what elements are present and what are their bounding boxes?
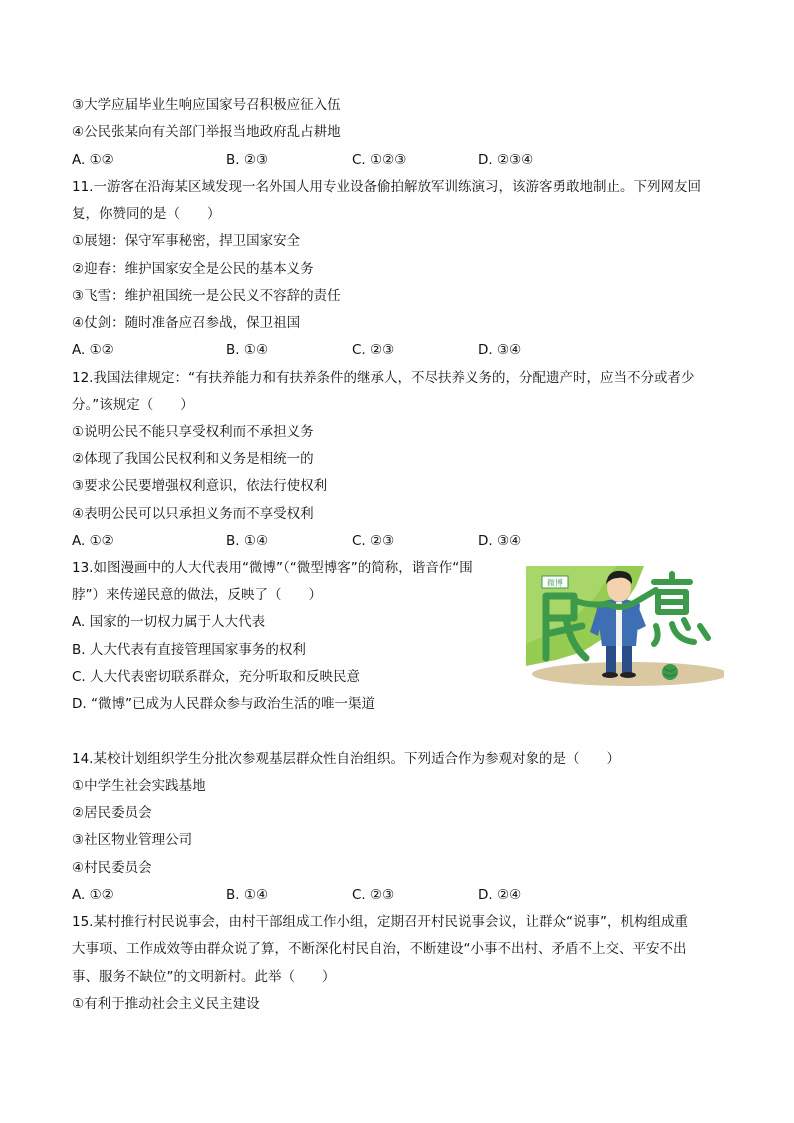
q11-item-2: ②迎春：维护国家安全是公民的基本义务	[72, 261, 314, 277]
q14-option-b[interactable]: B. ①④	[226, 887, 269, 903]
q12-options	[72, 531, 632, 551]
q13-choice-b[interactable]: B. 人大代表有直接管理国家事务的权利	[72, 642, 306, 658]
q15-item-1: ①有利于推动社会主义民主建设	[72, 996, 260, 1012]
q11-stem-line-2: 复，你赞同的是（ ）	[72, 206, 221, 222]
q10-option-a[interactable]: A. ①②	[72, 152, 114, 168]
q14-stem: 14.某校计划组织学生分批次参观基层群众性自治组织。下列适合作为参观对象的是（ ）	[72, 751, 620, 767]
q10-option-d[interactable]: D. ②③④	[478, 152, 534, 168]
q12-stem-line-2: 分。”该规定（ ）	[72, 397, 194, 413]
q15-stem-line-1: 15.某村推行村民说事会，由村干部组成工作小组，定期召开村民说事会议，让群众“说事”，机构组成重	[72, 914, 688, 930]
q11-option-a[interactable]: A. ①②	[72, 342, 114, 358]
q15-stem-line-2: 大事项、工作成效等由群众说了算，不断深化村民自治，不断建设“小事不出村、矛盾不上交、平安不出	[72, 941, 687, 957]
q14-option-c[interactable]: C. ②③	[352, 887, 395, 903]
q11-options	[72, 340, 632, 360]
q12-option-c[interactable]: C. ②③	[352, 533, 395, 549]
q13-choice-a[interactable]: A. 国家的一切权力属于人大代表	[72, 614, 266, 630]
q14-item-1: ①中学生社会实践基地	[72, 778, 206, 794]
q12-stem-line-1: 12.我国法律规定：“有扶养能力和有扶养条件的继承人，不尽扶养义务的，分配遗产时，应当不分或者少	[72, 370, 695, 386]
q11-item-3: ③飞雪：维护祖国统一是公民义不容辞的责任	[72, 288, 341, 304]
q14-options	[72, 885, 632, 905]
q10-options	[72, 150, 632, 170]
q12-option-a[interactable]: A. ①②	[72, 533, 114, 549]
q10-item-3: ③大学应届毕业生响应国家号召积极应征入伍	[72, 97, 341, 113]
q13-choice-c[interactable]: C. 人大代表密切联系群众，充分听取和反映民意	[72, 669, 361, 685]
q12-item-1: ①说明公民不能只享受权利而不承担义务	[72, 424, 314, 440]
q13-stem-line-2: 脖”）来传递民意的做法，反映了（ ）	[72, 587, 322, 603]
q12-item-2: ②体现了我国公民权利和义务是相统一的	[72, 451, 314, 467]
q14-item-4: ④村民委员会	[72, 860, 152, 876]
q11-stem-line-1: 11.一游客在沿海某区域发现一名外国人用专业设备偷拍解放军训练演习，该游客勇敢地制止。下列网友回	[72, 179, 701, 195]
q14-item-2: ②居民委员会	[72, 805, 152, 821]
q10-option-c[interactable]: C. ①②③	[352, 152, 407, 168]
q13-choice-d[interactable]: D. “微博”已成为人民群众参与政治生活的唯一渠道	[72, 696, 375, 712]
q12-option-b[interactable]: B. ①④	[226, 533, 269, 549]
cartoon-illustration	[526, 566, 724, 688]
q13-stem-line-1: 13.如图漫画中的人大代表用“微博”（“微型博客”的简称，谐音作“围	[72, 560, 473, 576]
q11-item-4: ④仗剑：随时准备应召参战，保卫祖国	[72, 315, 301, 331]
q11-option-b[interactable]: B. ①④	[226, 342, 269, 358]
q10-item-4: ④公民张某向有关部门举报当地政府乱占耕地	[72, 124, 341, 140]
q11-option-c[interactable]: C. ②③	[352, 342, 395, 358]
cartoon-tag-text: 微博	[547, 578, 563, 588]
q12-item-4: ④表明公民可以只承担义务而不享受权利	[72, 506, 314, 522]
q14-item-3: ③社区物业管理公司	[72, 832, 193, 848]
q11-option-d[interactable]: D. ③④	[478, 342, 522, 358]
q10-option-b[interactable]: B. ②③	[226, 152, 269, 168]
q15-stem-line-3: 事、服务不缺位”的文明新村。此举（ ）	[72, 969, 336, 985]
q14-option-a[interactable]: A. ①②	[72, 887, 114, 903]
q12-item-3: ③要求公民要增强权利意识，依法行使权利	[72, 478, 328, 494]
q11-item-1: ①展翅：保守军事秘密，捍卫国家安全	[72, 233, 301, 249]
q12-option-d[interactable]: D. ③④	[478, 533, 522, 549]
q14-option-d[interactable]: D. ②④	[478, 887, 522, 903]
